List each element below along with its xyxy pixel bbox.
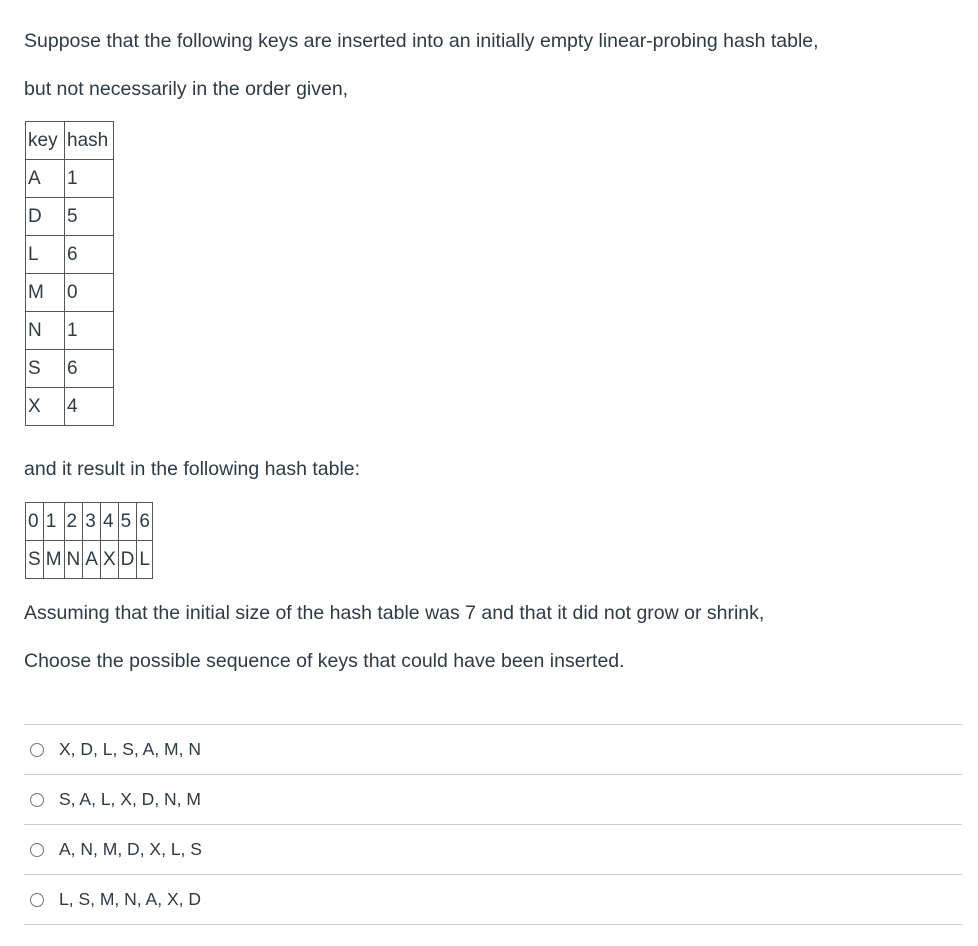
index-cell: 1	[43, 503, 64, 541]
table-row	[26, 198, 114, 236]
radio-button[interactable]	[30, 793, 44, 807]
table-row	[26, 160, 114, 198]
table-row	[26, 350, 114, 388]
key-cell: M	[26, 274, 65, 312]
hash-cell: 6	[65, 236, 114, 274]
index-cell: 3	[83, 503, 101, 541]
answer-label[interactable]: A, N, M, D, X, L, S	[59, 839, 202, 859]
radio-button[interactable]	[30, 743, 44, 757]
radio-button[interactable]	[30, 893, 44, 907]
prompt-text: Choose the possible sequence of keys that could have been inserted.	[24, 650, 625, 672]
radio-button[interactable]	[30, 843, 44, 857]
hash-cell: 0	[65, 274, 114, 312]
index-cell: 0	[26, 503, 44, 541]
slot-key-cell: D	[118, 541, 137, 579]
hash-table-key-row	[26, 541, 153, 579]
hash-table-index-row	[26, 503, 153, 541]
hash-cell: 5	[65, 198, 114, 236]
index-cell: 5	[118, 503, 137, 541]
key-cell: D	[26, 198, 65, 236]
index-cell: 4	[100, 503, 118, 541]
resulting-hash-table	[25, 502, 153, 579]
key-hash-table	[25, 121, 114, 426]
question-intro-line-2: but not necessarily in the order given,	[24, 78, 349, 100]
table-row	[26, 388, 114, 426]
question-intro-line-1: Suppose that the following keys are inserted into an initially empty linear-probing hash table,	[24, 30, 819, 52]
key-cell: A	[26, 160, 65, 198]
slot-key-cell: N	[64, 541, 83, 579]
table-row	[26, 274, 114, 312]
slot-key-cell: M	[43, 541, 64, 579]
key-column-header: key	[26, 122, 65, 160]
slot-key-cell: L	[137, 541, 153, 579]
answer-label[interactable]: L, S, M, N, A, X, D	[59, 889, 201, 909]
index-cell: 2	[64, 503, 83, 541]
answer-label[interactable]: X, D, L, S, A, M, N	[59, 739, 201, 759]
answer-option-1[interactable]	[24, 725, 962, 775]
table-row	[26, 312, 114, 350]
hash-cell: 1	[65, 160, 114, 198]
result-text: and it result in the following hash table:	[24, 458, 361, 480]
key-hash-table-header-row	[26, 122, 114, 160]
assumption-text: Assuming that the initial size of the hash table was 7 and that it did not grow or shrink,	[24, 602, 765, 624]
answer-option-3[interactable]	[24, 825, 962, 875]
answer-options	[24, 724, 962, 925]
slot-key-cell: A	[83, 541, 101, 579]
hash-cell: 4	[65, 388, 114, 426]
slot-key-cell: S	[26, 541, 44, 579]
table-row	[26, 236, 114, 274]
answer-label[interactable]: S, A, L, X, D, N, M	[59, 789, 201, 809]
answer-option-2[interactable]	[24, 775, 962, 825]
hash-column-header: hash	[65, 122, 114, 160]
slot-key-cell: X	[100, 541, 118, 579]
answer-option-4[interactable]	[24, 875, 962, 925]
hash-cell: 6	[65, 350, 114, 388]
index-cell: 6	[137, 503, 153, 541]
key-cell: X	[26, 388, 65, 426]
key-cell: L	[26, 236, 65, 274]
key-cell: S	[26, 350, 65, 388]
hash-cell: 1	[65, 312, 114, 350]
key-cell: N	[26, 312, 65, 350]
